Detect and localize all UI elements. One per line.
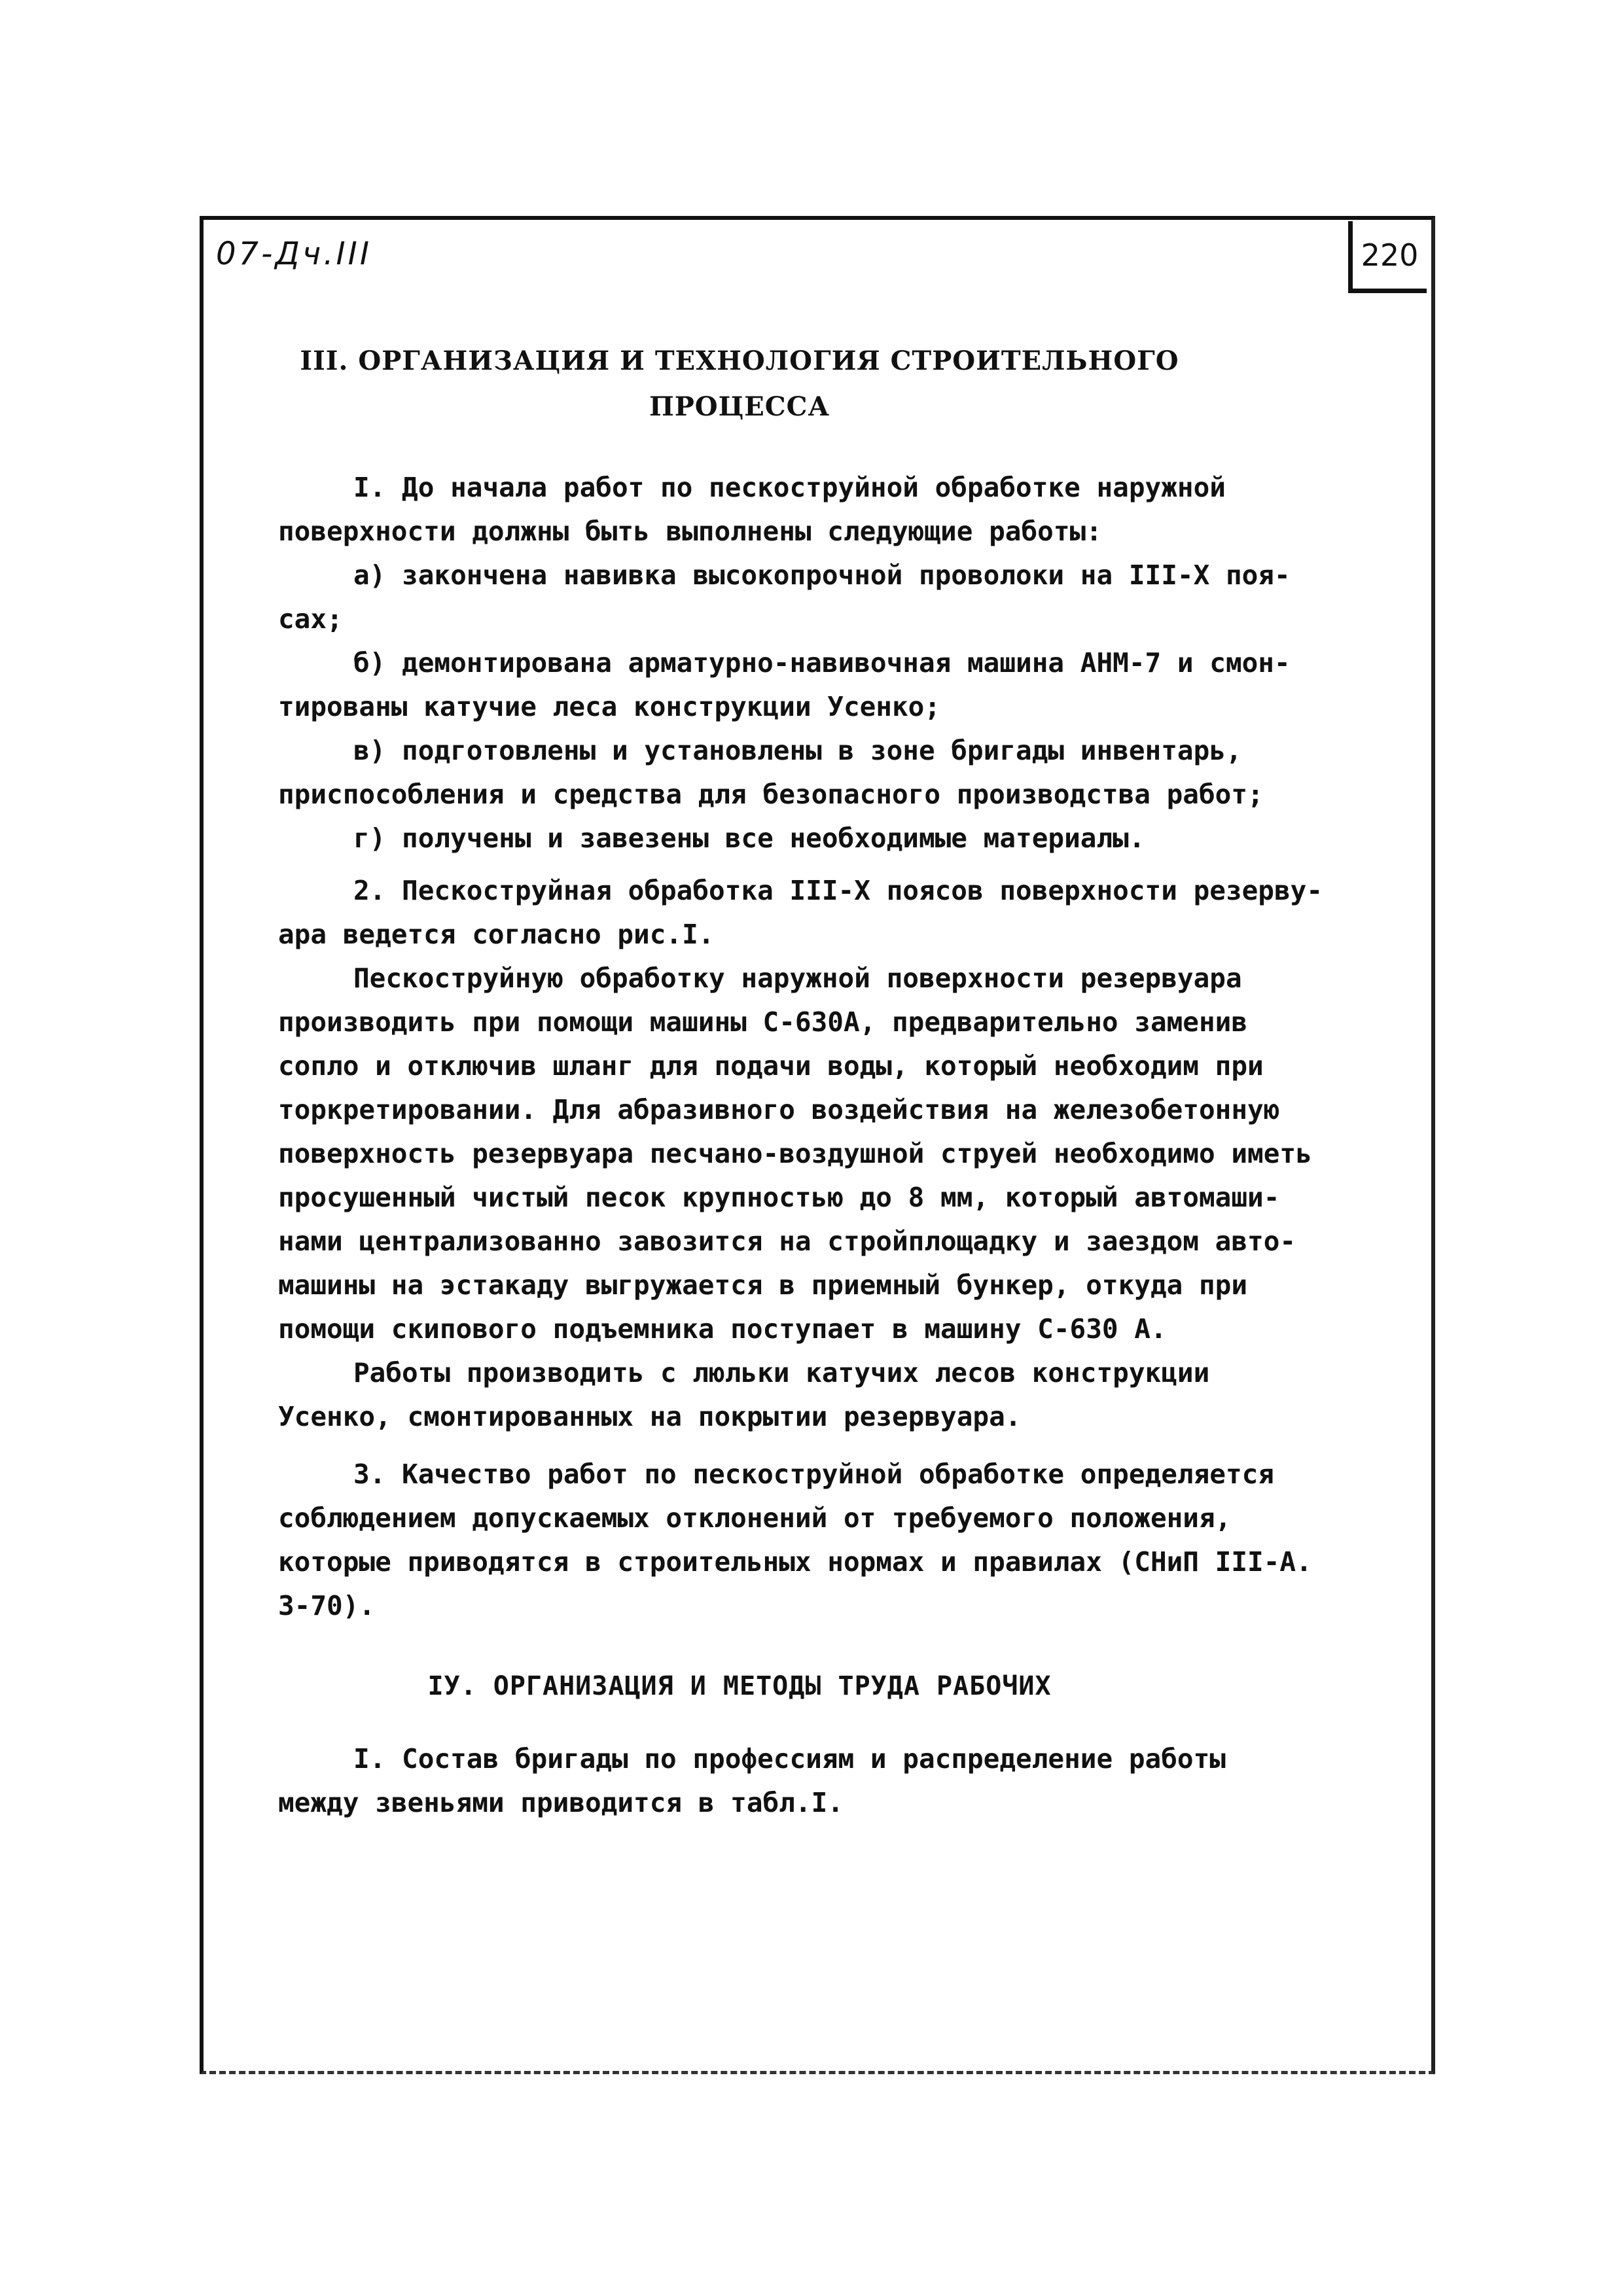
- paragraph-4-1: [278, 1737, 1404, 1825]
- text-line: просушенный чистый песок крупностью до 8 мм, который автомаши-: [278, 1182, 1280, 1213]
- text-line: I. До начала работ по пескоструйной обработке наружной: [353, 472, 1226, 503]
- section-3-title-line-2: ПРОЦЕССА: [649, 391, 830, 422]
- text-line: которые приводятся в строительных нормах и правилах (СНиП III-А.: [278, 1546, 1312, 1578]
- paragraph-3: [278, 1453, 1404, 1628]
- list-item-v: в) подготовлены и установлены в зоне бригады инвентарь,: [353, 735, 1242, 766]
- text-line: помощи скипового подъемника поступает в машину С-630 А.: [278, 1313, 1167, 1345]
- document-code: 07-Дч.III: [216, 236, 372, 272]
- paragraph-2: [278, 869, 1404, 1439]
- list-item-g: г) получены и завезены все необходимые материалы.: [353, 822, 1145, 854]
- text-line: Усенко, смонтированных на покрытии резервуара.: [278, 1401, 1022, 1432]
- text-line: Пескоструйную обработку наружной поверхности резервуара: [353, 963, 1242, 994]
- text-line: нами централизованно завозится на стройплощадку и заездом авто-: [278, 1226, 1296, 1257]
- text-line: машины на эстакаду выгружается в приемный бункер, откуда при: [278, 1269, 1248, 1301]
- text-line: приспособления и средства для безопасного производства работ;: [278, 779, 1264, 810]
- text-line: 2. Пескоструйная обработка III-X поясов поверхности резерву-: [353, 875, 1323, 906]
- text-line: поверхность резервуара песчано-воздушной струей необходимо иметь: [278, 1138, 1312, 1169]
- list-item-b: б) демонтирована арматурно-навивочная машина АНМ-7 и смон-: [353, 647, 1291, 679]
- section-4-title: IУ. ОРГАНИЗАЦИЯ И МЕТОДЫ ТРУДА РАБОЧИХ: [427, 1671, 1052, 1701]
- text-line: сах;: [278, 603, 343, 635]
- text-line: между звеньями приводится в табл.I.: [278, 1787, 844, 1818]
- text-line: поверхности должны быть выполнены следующие работы:: [278, 516, 1102, 547]
- list-item-a: а) закончена навивка высокопрочной проволоки на III-X поя-: [353, 559, 1291, 591]
- text-line: 3-70).: [278, 1590, 376, 1621]
- page-number: 220: [1348, 221, 1427, 293]
- text-line: соблюдением допускаемых отклонений от требуемого положения,: [278, 1502, 1232, 1534]
- paragraph-1: [278, 466, 1404, 860]
- text-line: производить при помощи машины С-630А, предварительно заменив: [278, 1006, 1248, 1038]
- text-line: 3. Качество работ по пескоструйной обработке определяется: [353, 1458, 1274, 1490]
- section-3-title-line-1: III. ОРГАНИЗАЦИЯ И ТЕХНОЛОГИЯ СТРОИТЕЛЬНОГО: [300, 345, 1179, 376]
- text-line: I. Состав бригады по профессиям и распределение работы: [353, 1743, 1226, 1775]
- text-line: сопло и отключив шланг для подачи воды, который необходим при: [278, 1050, 1264, 1082]
- text-line: Работы производить с люльки катучих лесов конструкции: [353, 1357, 1210, 1388]
- text-line: ара ведется согласно рис.I.: [278, 919, 715, 950]
- text-line: тированы катучие леса конструкции Усенко;: [278, 691, 941, 722]
- text-line: торкретировании. Для абразивного воздействия на железобетонную: [278, 1094, 1280, 1125]
